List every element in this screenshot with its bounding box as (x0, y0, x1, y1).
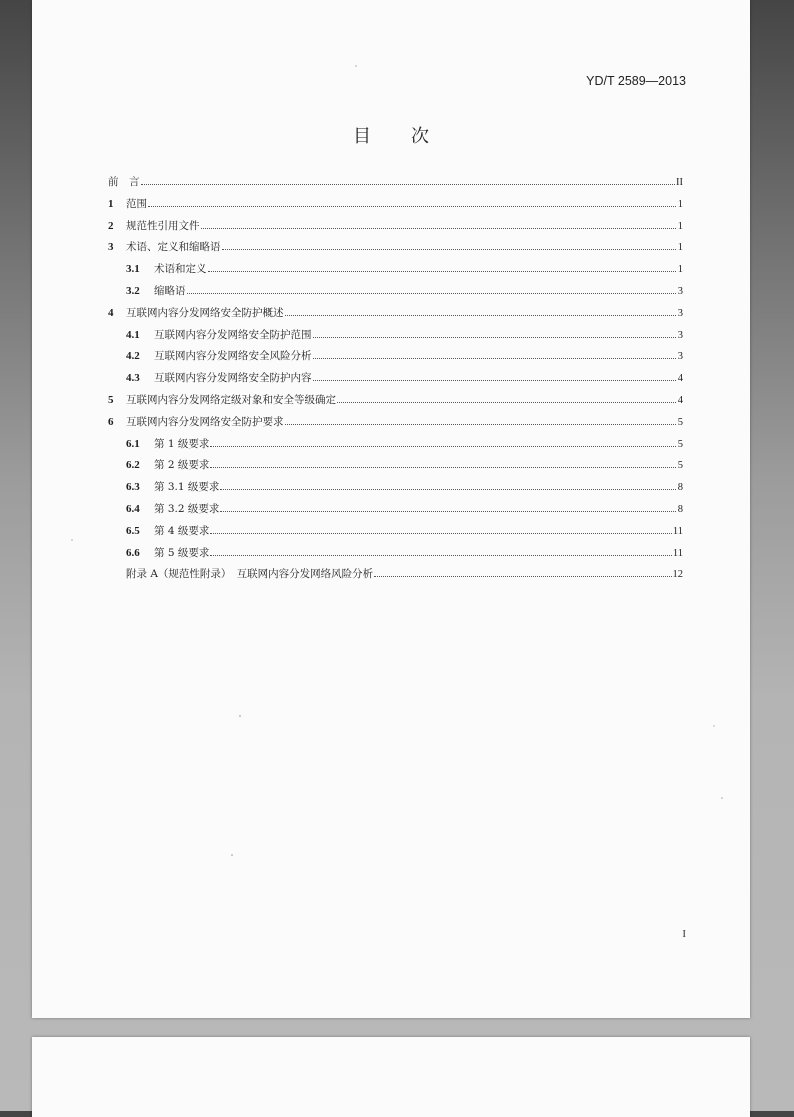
toc-entry-title: 第 3.2 级要求 (154, 502, 220, 515)
toc-entry (108, 563, 683, 585)
toc-entry (108, 454, 683, 476)
toc-entry-number: 4.2 (126, 350, 140, 363)
toc-entry-title: 范围 (126, 197, 147, 210)
toc-leader-dots (220, 498, 676, 512)
toc-entry-number: 1 (108, 197, 114, 210)
toc-entry-title: 互联网内容分发网络安全防护内容 (154, 372, 312, 385)
toc-entry (108, 280, 683, 302)
toc-entry-number: 3.2 (126, 284, 140, 297)
toc-entry-title: 第 4 级要求 (154, 524, 210, 537)
toc-leader-dots (313, 324, 677, 338)
toc-entry (108, 258, 683, 280)
toc-entry-title: 互联网内容分发网络安全防护范围 (154, 328, 312, 341)
toc-entry-title: 术语和定义 (154, 263, 207, 276)
toc-leader-dots (148, 193, 676, 207)
toc-entry-title: 第 1 级要求 (154, 437, 210, 450)
toc-entry-page: 3 (677, 307, 683, 319)
toc-entry-number: 6.1 (126, 437, 140, 450)
toc-leader-dots (222, 236, 677, 250)
toc-entry (108, 498, 683, 520)
toc-entry-page: 11 (672, 547, 683, 559)
toc-entry (108, 215, 683, 237)
toc-entry-number: 3 (108, 241, 114, 254)
toc-entry-title: 缩略语 (154, 284, 186, 297)
toc-entry (108, 520, 683, 542)
toc-entry-page: II (676, 177, 683, 188)
toc-entry-page: 8 (677, 482, 683, 494)
toc-entry-title: 术语、定义和缩略语 (126, 241, 221, 254)
page-number: I (682, 928, 686, 940)
toc-entry (108, 171, 683, 193)
toc-entry-number: 4 (108, 306, 114, 319)
toc-entry-title: 互联网内容分发网络安全防护概述 (126, 306, 284, 319)
toc-entry-number: 4.3 (126, 372, 140, 385)
toc-title-char-2: 次 (411, 126, 429, 147)
toc-entry-number: 6.4 (126, 502, 140, 515)
toc-entry-page: 1 (677, 242, 683, 254)
next-page (32, 1037, 750, 1117)
toc-entry-number: 6 (108, 415, 114, 428)
toc-entry-title: 第 3.1 级要求 (154, 481, 220, 494)
toc-entry (108, 367, 683, 389)
toc-entry-page: 1 (677, 264, 683, 276)
toc-entry-page: 12 (672, 569, 683, 581)
toc-entry (108, 324, 683, 346)
toc-entry-number: 2 (108, 219, 114, 232)
toc-entry-title: 规范性引用文件 (126, 219, 200, 232)
toc-entry-number: 6.2 (126, 459, 140, 472)
toc-entry-page: 5 (677, 438, 683, 450)
toc-entry (108, 433, 683, 455)
toc-leader-dots (208, 258, 677, 272)
toc-entry (108, 345, 683, 367)
toc-entry-page: 3 (677, 351, 683, 363)
toc-entry-number: 3.1 (126, 263, 140, 276)
toc-entry-page: 11 (672, 525, 683, 537)
toc-leader-dots (374, 563, 671, 577)
toc-entry-page: 3 (677, 329, 683, 341)
table-of-contents (108, 171, 683, 585)
toc-entry-number: 6.3 (126, 481, 140, 494)
toc-entry-title: 互联网内容分发网络安全风险分析 (154, 350, 312, 363)
toc-entry-number: 6.6 (126, 546, 140, 559)
toc-leader-dots (210, 433, 676, 447)
toc-title-char-1: 目 (353, 126, 371, 147)
toc-leader-dots (220, 476, 676, 490)
toc-entry-title: 前 言 (108, 176, 140, 188)
toc-entry-title: 互联网内容分发网络安全防护要求 (126, 415, 284, 428)
toc-entry-page: 1 (677, 220, 683, 232)
toc-entry-page: 4 (677, 373, 683, 385)
toc-entry (108, 236, 683, 258)
toc-entry-number: 5 (108, 393, 114, 406)
toc-entry-title: 互联网内容分发网络定级对象和安全等级确定 (126, 393, 336, 406)
toc-leader-dots (313, 345, 677, 359)
toc-entry (108, 476, 683, 498)
toc-entry (108, 542, 683, 564)
toc-entry-page: 5 (677, 460, 683, 472)
document-page (32, 0, 750, 1018)
toc-leader-dots (285, 411, 677, 425)
toc-entry (108, 389, 683, 411)
toc-entry (108, 193, 683, 215)
toc-entry-number: 6.5 (126, 524, 140, 537)
toc-entry-page: 3 (677, 285, 683, 297)
toc-leader-dots (201, 215, 677, 229)
toc-entry-page: 4 (677, 394, 683, 406)
toc-leader-dots (337, 389, 676, 403)
toc-entry-page: 5 (677, 416, 683, 428)
toc-entry-page: 1 (677, 198, 683, 210)
toc-entry (108, 302, 683, 324)
toc-entry-title: 第 2 级要求 (154, 459, 210, 472)
toc-leader-dots (210, 542, 672, 556)
toc-leader-dots (313, 367, 677, 381)
toc-entry-title: 附录 A（规范性附录） 互联网内容分发网络风险分析 (126, 568, 374, 581)
toc-entry-title: 第 5 级要求 (154, 546, 210, 559)
standard-code: YD/T 2589—2013 (586, 74, 686, 88)
toc-leader-dots (187, 280, 677, 294)
toc-leader-dots (210, 520, 672, 534)
toc-leader-dots (141, 171, 676, 185)
toc-leader-dots (285, 302, 677, 316)
toc-entry (108, 411, 683, 433)
toc-title (32, 122, 750, 148)
toc-entry-page: 8 (677, 503, 683, 515)
toc-entry-number: 4.1 (126, 328, 140, 341)
toc-leader-dots (210, 454, 676, 468)
